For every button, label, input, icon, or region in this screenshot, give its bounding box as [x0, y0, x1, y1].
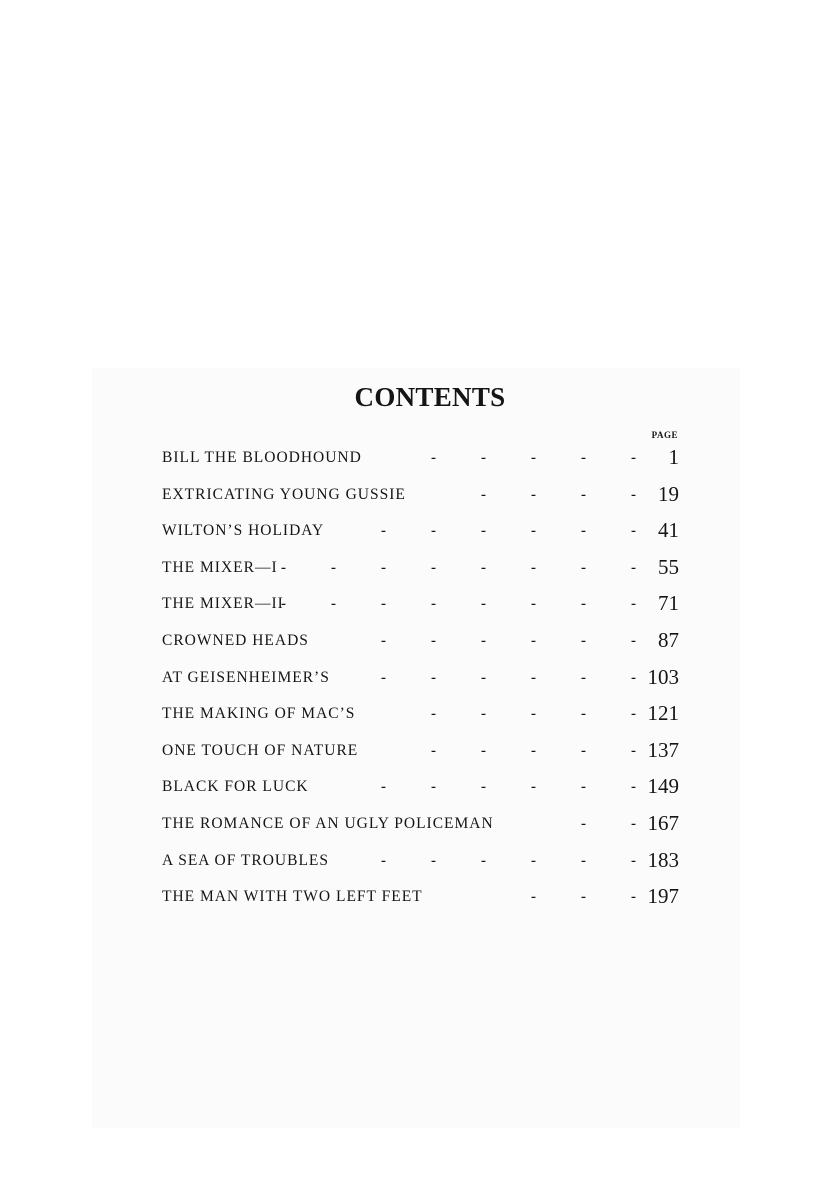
entry-leader: - - - - -: [431, 706, 636, 723]
page-column-heading: PAGE: [651, 430, 678, 440]
entry-title: THE MIXER—I: [162, 558, 278, 576]
entry-page-number: 149: [647, 774, 679, 799]
contents-entry: [162, 847, 682, 884]
entry-leader: - - - - - -: [381, 852, 636, 869]
contents-entry: [162, 590, 682, 627]
entry-title: WILTON’S HOLIDAY: [162, 522, 325, 540]
entry-page-number: 103: [647, 664, 679, 689]
entry-page-number: 71: [658, 591, 679, 616]
entry-title: THE ROMANCE OF AN UGLY POLICEMAN: [162, 814, 494, 832]
entry-page-number: 197: [647, 884, 679, 909]
entry-leader: - - -: [531, 889, 636, 906]
entry-title: BLACK FOR LUCK: [162, 778, 309, 796]
contents-entry: [162, 773, 682, 810]
contents-entry: [162, 737, 682, 774]
entry-title: AT GEISENHEIMER’S: [162, 668, 330, 686]
entry-page-number: 41: [658, 518, 679, 543]
contents-entry: [162, 810, 682, 847]
contents-entry: [162, 664, 682, 701]
contents-title: CONTENTS: [354, 382, 506, 412]
entry-title: CROWNED HEADS: [162, 631, 309, 649]
entry-leader: - - - - - - - -: [281, 559, 636, 576]
entry-page-number: 121: [647, 701, 679, 726]
entry-leader: - -: [581, 815, 636, 832]
contents-entry: [162, 627, 682, 664]
entry-leader: - - - - -: [431, 742, 636, 759]
entry-title: THE MAKING OF MAC’S: [162, 705, 356, 723]
entry-page-number: 55: [658, 554, 679, 579]
entry-leader: - - - - - -: [381, 632, 636, 649]
contents-entry: [162, 444, 682, 481]
entry-leader: - - - - -: [431, 450, 636, 466]
contents-entry: [162, 554, 682, 591]
contents-list: [162, 444, 682, 920]
entry-page-number: 183: [647, 847, 679, 872]
table-of-contents: [162, 372, 682, 909]
entry-leader: - - - -: [481, 486, 636, 503]
entry-title: THE MIXER—II: [162, 595, 284, 613]
entry-leader: - - - - - - - -: [281, 596, 636, 613]
entry-title: EXTRICATING YOUNG GUSSIE: [162, 485, 406, 503]
entry-page-number: 87: [658, 627, 679, 652]
entry-page-number: 19: [658, 481, 679, 506]
entry-leader: - - - - - -: [381, 523, 636, 540]
entry-title: ONE TOUCH OF NATURE: [162, 741, 359, 759]
entry-leader: - - - - - -: [381, 779, 636, 796]
contents-entry: [162, 517, 682, 554]
entry-title: A SEA OF TROUBLES: [162, 851, 330, 869]
entry-title: BILL THE BLOODHOUND: [162, 449, 362, 466]
contents-entry: [162, 883, 682, 920]
contents-entry: [162, 700, 682, 737]
entry-page-number: 167: [647, 810, 679, 835]
entry-page-number: 137: [647, 737, 679, 762]
entry-page-number: 1: [668, 445, 679, 469]
contents-entry: [162, 481, 682, 518]
entry-leader: - - - - - -: [381, 669, 636, 686]
entry-title: THE MAN WITH TWO LEFT FEET: [162, 888, 423, 906]
